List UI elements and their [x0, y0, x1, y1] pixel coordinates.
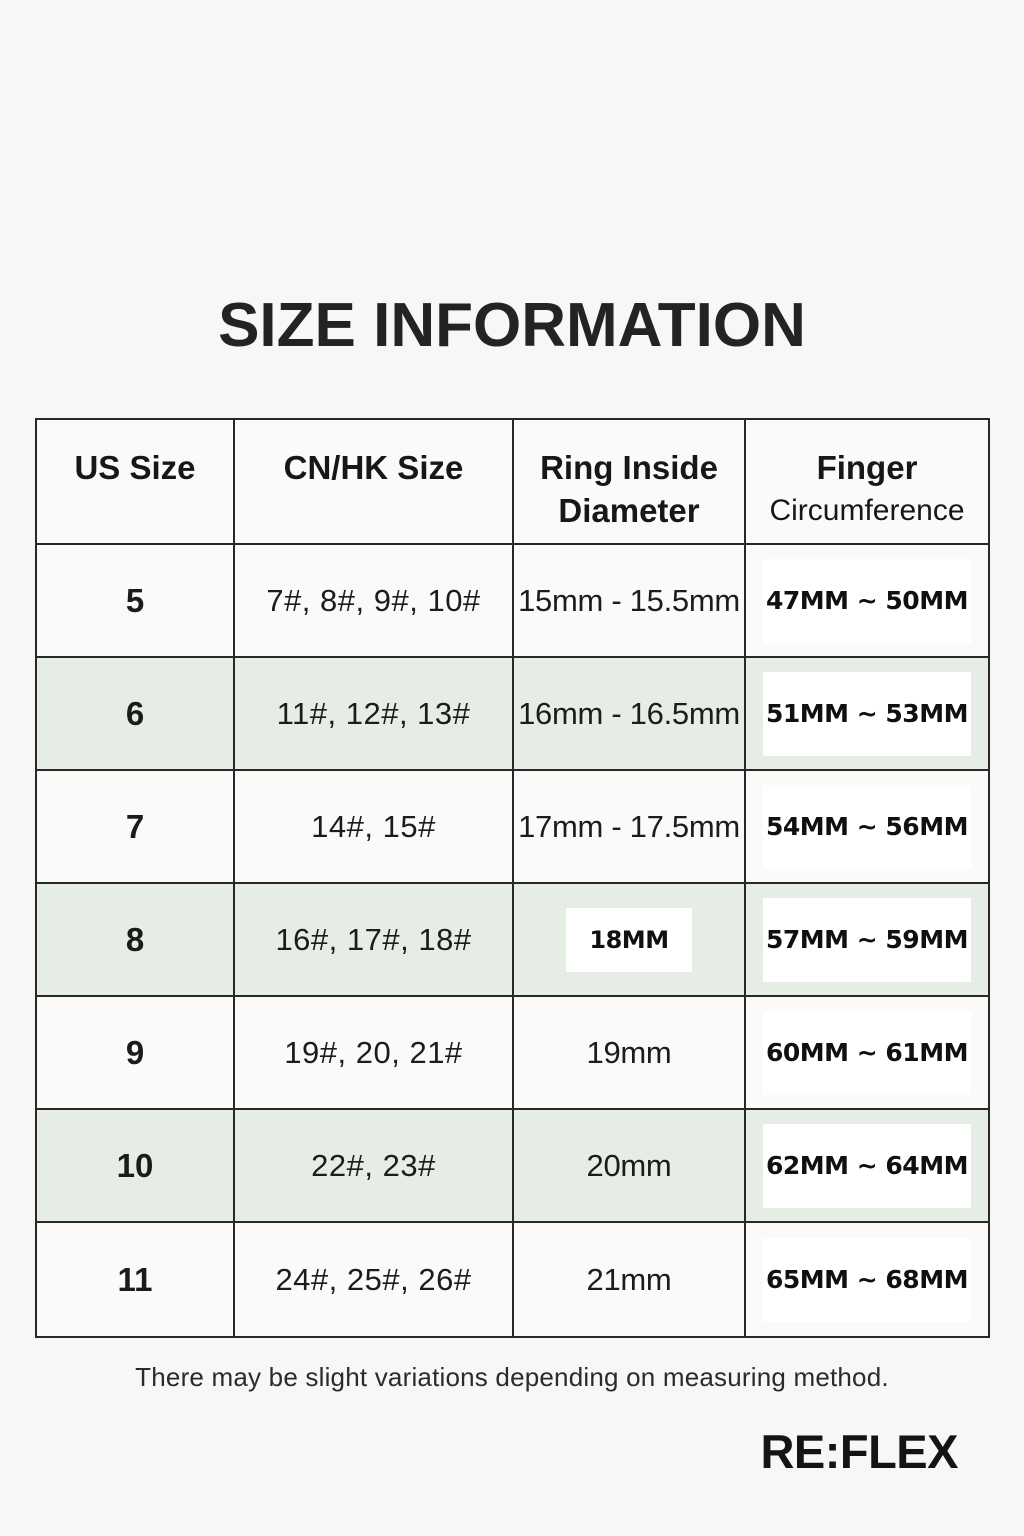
circumference-patch: 51MM ~ 53MM — [763, 672, 971, 756]
circumference-patch: 62MM ~ 64MM — [763, 1124, 971, 1208]
header-line: CN/HK Size — [283, 449, 464, 486]
page-title: SIZE INFORMATION — [218, 291, 806, 360]
header-cn-hk-size — [235, 420, 514, 545]
row-us6-cn-hk-size: 11#, 12#, 13# — [235, 658, 514, 771]
header-line: Ring Inside — [540, 449, 718, 486]
header-line: Circumference — [769, 494, 965, 527]
diameter-value: 16mm - 16.5mm — [518, 695, 740, 731]
row-us11-us-size: 11 — [37, 1223, 235, 1336]
header-ring-inside-diameter — [514, 420, 746, 545]
size-table — [35, 418, 990, 1338]
row-us8-circumference — [746, 884, 988, 997]
row-us8-cn-hk-size: 16#, 17#, 18# — [235, 884, 514, 997]
row-us8-us-size: 8 — [37, 884, 235, 997]
row-us6-diameter — [514, 658, 746, 771]
measuring-note: There may be slight variations depending on measuring method. — [135, 1362, 889, 1392]
circumference-patch: 54MM ~ 56MM — [763, 785, 971, 869]
row-us9-diameter — [514, 997, 746, 1110]
row-us11-diameter — [514, 1223, 746, 1336]
row-us5-cn-hk-size: 7#, 8#, 9#, 10# — [235, 545, 514, 658]
diameter-value: 15mm - 15.5mm — [518, 582, 740, 618]
header-line: Finger — [816, 449, 918, 486]
row-us6-us-size: 6 — [37, 658, 235, 771]
circumference-patch: 60MM ~ 61MM — [763, 1011, 971, 1095]
row-us7-circumference — [746, 771, 988, 884]
diameter-value: 19mm — [586, 1034, 672, 1070]
header-finger-circumference — [746, 420, 988, 545]
row-us10-diameter — [514, 1110, 746, 1223]
row-us5-us-size: 5 — [37, 545, 235, 658]
diameter-value: 17mm - 17.5mm — [518, 808, 740, 844]
circumference-patch: 57MM ~ 59MM — [763, 898, 971, 982]
header-line: Diameter — [558, 492, 700, 529]
row-us8-diameter — [514, 884, 746, 997]
row-us7-us-size: 7 — [37, 771, 235, 884]
diameter-value: 20mm — [586, 1147, 672, 1183]
row-us5-diameter — [514, 545, 746, 658]
row-us9-cn-hk-size: 19#, 20, 21# — [235, 997, 514, 1110]
row-us10-cn-hk-size: 22#, 23# — [235, 1110, 514, 1223]
row-us7-cn-hk-size: 14#, 15# — [235, 771, 514, 884]
row-us11-cn-hk-size: 24#, 25#, 26# — [235, 1223, 514, 1336]
row-us9-us-size: 9 — [37, 997, 235, 1110]
circumference-patch: 47MM ~ 50MM — [763, 559, 971, 643]
row-us7-diameter — [514, 771, 746, 884]
row-us5-circumference — [746, 545, 988, 658]
row-us10-us-size: 10 — [37, 1110, 235, 1223]
header-line: US Size — [74, 449, 196, 486]
diameter-patch: 18MM — [566, 908, 692, 972]
row-us11-circumference — [746, 1223, 988, 1336]
row-us9-circumference — [746, 997, 988, 1110]
brand-logo: RE:FLEX — [760, 1425, 958, 1478]
diameter-value: 21mm — [586, 1261, 672, 1297]
row-us6-circumference — [746, 658, 988, 771]
row-us10-circumference — [746, 1110, 988, 1223]
header-us-size — [37, 420, 235, 545]
circumference-patch: 65MM ~ 68MM — [763, 1238, 971, 1322]
